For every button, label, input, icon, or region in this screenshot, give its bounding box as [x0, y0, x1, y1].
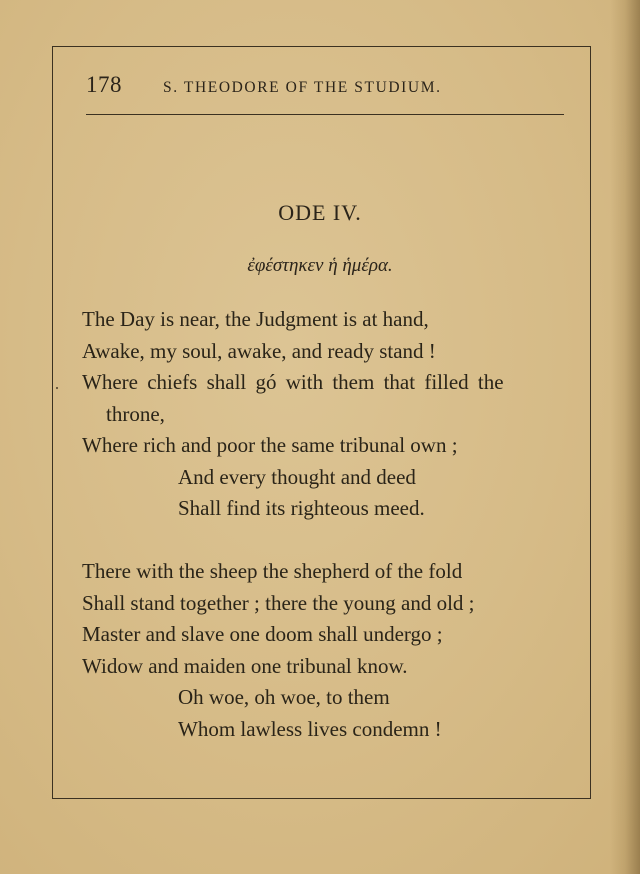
poem-refrain-line: And every thought and deed [178, 464, 416, 489]
poem-line: Where chiefs shall gó with them that filled the [82, 370, 504, 394]
page-number: 178 [86, 72, 122, 97]
poem-line: Master and slave one doom shall undergo ; [82, 622, 443, 646]
running-head [86, 70, 564, 104]
paper-speck [56, 387, 58, 389]
poem-line: There with the sheep the shepherd of the fold [82, 559, 463, 583]
stanza-2 [82, 556, 582, 745]
poem-line: Shall stand together ; there the young and old ; [82, 590, 475, 615]
stanza-1 [82, 304, 582, 525]
poem-refrain-line: Whom lawless lives condemn ! [178, 716, 442, 741]
poem-line: The Day is near, the Judgment is at hand, [82, 307, 429, 331]
greek-incipit: ἐφέστηκεν ἡ ἡμέρα. [247, 255, 393, 276]
poem-line: Widow and maiden one tribunal know. [82, 653, 408, 678]
poem-line-continuation: throne, [106, 401, 165, 426]
ode-title: ODE IV. [278, 200, 362, 225]
header-rule-divider [86, 114, 564, 115]
running-title: S. THEODORE OF THE STUDIUM. [163, 79, 442, 96]
poem-refrain-line: Shall find its righteous meed. [178, 496, 425, 520]
poem-refrain-line: Oh woe, oh woe, to them [178, 685, 390, 709]
poem-line: Where rich and poor the same tribunal own ; [82, 433, 458, 457]
poem-line: Awake, my soul, awake, and ready stand ! [82, 338, 436, 363]
